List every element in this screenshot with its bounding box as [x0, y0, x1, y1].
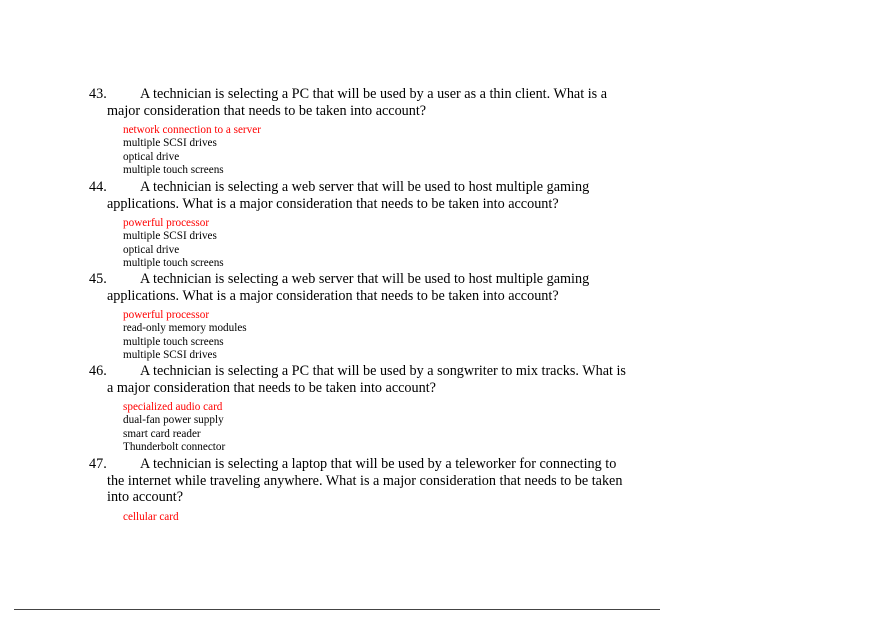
answer-option: specialized audio card: [123, 401, 223, 413]
answer-option: multiple touch screens: [123, 335, 224, 348]
answer-list: [89, 124, 634, 177]
answer-option: powerful processor: [123, 309, 210, 321]
answer-option: network connection to a server: [123, 124, 261, 136]
answer-option: powerful processor: [123, 217, 210, 229]
question-stem: [89, 363, 634, 396]
question-45: [89, 271, 634, 362]
question-text: A technician is selecting a laptop that will be used by a teleworker for connecting to the internet while traveling anywhere. What is a major consideration that needs to be taken into account?: [107, 456, 623, 505]
answer-option: cellular card: [123, 510, 179, 523]
answer-list: [89, 309, 634, 362]
question-number: 47.: [89, 456, 107, 472]
question-number: 43.: [89, 86, 107, 102]
answer-list: [89, 217, 634, 270]
question-number: 46.: [89, 363, 107, 379]
answer-option: multiple SCSI drives: [123, 137, 217, 150]
answer-list: [89, 511, 634, 524]
question-number: 44.: [89, 179, 107, 195]
question-text: A technician is selecting a web server that will be used to host multiple gaming applications. What is a major consideration that needs to be taken into account?: [107, 179, 590, 212]
answer-list: [89, 401, 634, 454]
question-stem: [89, 86, 634, 119]
answer-option: multiple SCSI drives: [123, 348, 217, 361]
question-number: 45.: [89, 271, 107, 287]
answer-option: multiple touch screens: [123, 163, 224, 176]
question-text: A technician is selecting a web server that will be used to host multiple gaming applications. What is a major consideration that needs to be taken into account?: [107, 271, 590, 304]
question-stem: [89, 179, 634, 212]
answer-option: multiple touch screens: [123, 256, 224, 269]
question-stem: [89, 456, 634, 506]
question-46: [89, 363, 634, 454]
question-44: [89, 179, 634, 270]
question-stem: [89, 271, 634, 304]
answer-option: Thunderbolt connector: [123, 440, 226, 453]
answer-option: optical drive: [123, 243, 180, 256]
answer-option: read-only memory modules: [123, 322, 247, 335]
answer-option: smart card reader: [123, 427, 201, 440]
footer-divider: [14, 609, 660, 610]
answer-option: dual-fan power supply: [123, 414, 224, 427]
answer-option: multiple SCSI drives: [123, 230, 217, 243]
question-43: [89, 86, 634, 177]
question-text: A technician is selecting a PC that will be used by a songwriter to mix tracks. What is a major consideration that needs to be taken into account?: [107, 363, 626, 396]
answer-option: optical drive: [123, 150, 180, 163]
question-47: [89, 456, 634, 524]
question-text: A technician is selecting a PC that will be used by a user as a thin client. What is a major consideration that needs to be taken into account?: [107, 86, 608, 119]
